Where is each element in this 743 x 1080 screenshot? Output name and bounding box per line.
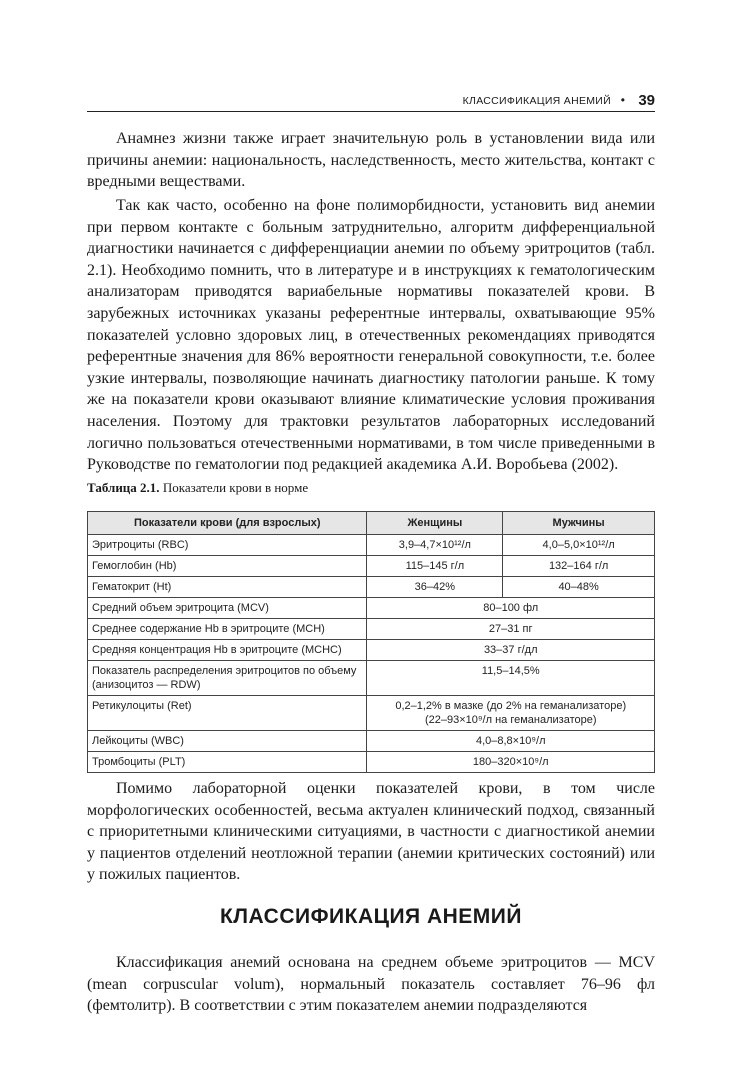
table-row (88, 556, 655, 577)
row-indicator: Средний объем эритроцита (MCV) (88, 598, 367, 619)
paragraph-3-text: Помимо лабораторной оценки показателей крови, в том числе морфологических особенностей, весьма актуален клинический подход, связанный с приоритетными клиническими ситуациями, в частности с диагностикой анемии у пациентов отделений неотложной терапии (анемии критических состояний) или у пожилых пациентов. (87, 780, 655, 884)
header-indicator: Показатели крови (для взрослых) (88, 512, 367, 535)
paragraph-1-text: Анамнез жизни также играет значительную роль в установлении вида или причины анемии: национальность, наследственность, место жительства, контакт с вредными веществами. (87, 130, 655, 191)
table-header-row (88, 512, 655, 535)
row-common-value-line1: 0,2–1,2% в мазке (до 2% на геманализаторе) (395, 700, 627, 712)
table-row (88, 752, 655, 773)
header-bullet: • (620, 93, 625, 107)
row-women-value: 115–145 г/л (367, 556, 503, 577)
paragraph-anamnesis (87, 128, 655, 193)
running-header (87, 88, 655, 112)
paragraph-4-text: Классификация анемий основана на среднем объеме эритроцитов — MCV (mean corpuscular volum), нормальный показатель составляет 76–96 фл (фемтолитр). В соответствии с этим показателем анемии подразделяются (87, 954, 655, 1015)
row-indicator: Среднее содержание Hb в эритроците (MCH) (88, 619, 367, 640)
row-common-value (367, 696, 655, 731)
row-common-value: 27–31 пг (367, 619, 655, 640)
row-indicator: Гематокрит (Ht) (88, 577, 367, 598)
row-common-value: 11,5–14,5% (367, 661, 655, 696)
table-row (88, 661, 655, 696)
row-common-value: 4,0–8,8×10⁹/л (367, 731, 655, 752)
table-row (88, 598, 655, 619)
row-indicator (88, 661, 367, 696)
blood-norms-table (87, 511, 655, 773)
table-caption (87, 480, 308, 496)
page-number: 39 (638, 92, 655, 109)
paragraph-clinical-approach (87, 778, 655, 886)
row-women-value: 3,9–4,7×10¹²/л (367, 535, 503, 556)
row-men-value: 40–48% (503, 577, 655, 598)
table-caption-text: Показатели крови в норме (162, 480, 309, 495)
row-indicator: Лейкоциты (WBC) (88, 731, 367, 752)
header-women: Женщины (367, 512, 503, 535)
paragraph-classification (87, 952, 655, 1017)
row-men-value: 132–164 г/л (503, 556, 655, 577)
row-common-value: 80–100 фл (367, 598, 655, 619)
paragraph-diagnostics (87, 195, 655, 476)
table-row (88, 640, 655, 661)
row-indicator-line1: Показатель распределения эритроцитов по объему (92, 665, 357, 677)
table-row (88, 535, 655, 556)
row-common-value: 33–37 г/дл (367, 640, 655, 661)
table-caption-label: Таблица 2.1. (87, 480, 160, 495)
row-indicator: Ретикулоциты (Ret) (88, 696, 367, 731)
section-heading: КЛАССИФИКАЦИЯ АНЕМИЙ (219, 905, 522, 928)
table-row (88, 577, 655, 598)
table-row (88, 696, 655, 731)
table-row (88, 731, 655, 752)
table-row (88, 619, 655, 640)
row-men-value: 4,0–5,0×10¹²/л (503, 535, 655, 556)
row-common-value-line2: (22–93×10⁹/л на геманализаторе) (424, 714, 597, 726)
header-rule (87, 111, 655, 112)
row-indicator-line2: (анизоцитоз — RDW) (92, 679, 201, 691)
row-indicator: Гемоглобин (Hb) (88, 556, 367, 577)
header-section-title: КЛАССИФИКАЦИЯ АНЕМИЙ (462, 95, 611, 107)
row-indicator: Тромбоциты (PLT) (88, 752, 367, 773)
row-common-value: 180–320×10⁹/л (367, 752, 655, 773)
row-women-value: 36–42% (367, 577, 503, 598)
row-indicator: Средняя концентрация Hb в эритроците (MCHC) (88, 640, 367, 661)
header-men: Мужчины (503, 512, 655, 535)
row-indicator: Эритроциты (RBC) (88, 535, 367, 556)
paragraph-2-text: Так как часто, особенно на фоне полиморбидности, установить вид анемии при первом контакте с больным затруднительно, алгоритм дифференциальной диагностики начинается с дифференциации анемии по объему эритроцитов (табл. 2.1). Необходимо помнить, что в литературе и в инструкциях к гематологическим анализаторам приводятся вариабельные нормативы показателей крови. В зарубежных источниках указаны референтные интервалы, охватывающие 95% показателей условно здоровых лиц, в отечественных рекомендациях приводятся референтные значения для 86% вероятности генеральной совокупности, т.е. более узкие интервалы, позволяющие начинать диагностику патологии раньше. К тому же на показатели крови оказывают влияние климатические условия проживания населения. Поэтому для трактовки результатов лабораторных исследований логично пользоваться отечественными нормативами, в том числе приведенными в Руководстве по гематологии под редакцией академика А.И. Воробьева (2002). (87, 197, 655, 474)
